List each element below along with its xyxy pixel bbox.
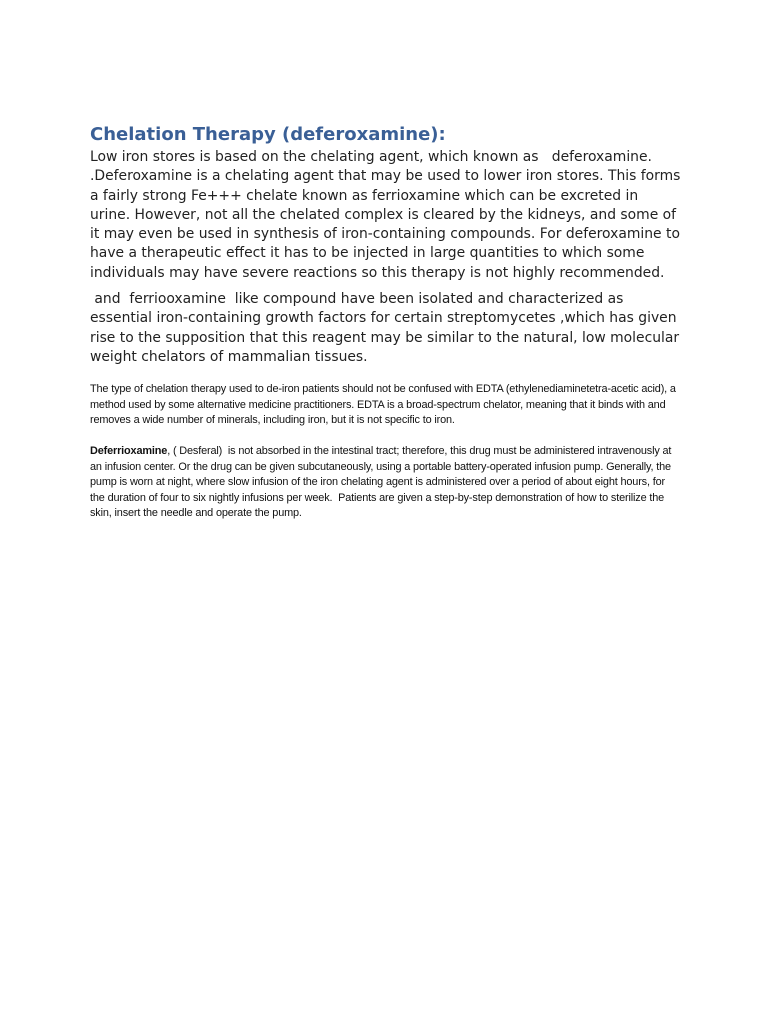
paragraph-desferal-administration: [90, 444, 682, 521]
term-deferrioxamine: Deferrioxamine: [90, 445, 168, 458]
document-title: Chelation Therapy (deferoxamine):: [90, 124, 446, 145]
paragraph-edta-comparison: The type of chelation therapy used to de-iron patients should not be confused with EDTA (ethylenediaminetetra-acetic acid), a method used by some alternative medicine practitioners. EDTA is a broad-spectrum chelator, meaning that it binds with and removes a wide number of minerals, including iron, but it is not specific to iron.: [90, 383, 679, 427]
paragraph-desferal-text: , ( Desferal) is not absorbed in the intestinal tract; therefore, this drug must be administered intravenously at an infusion center. Or the drug can be given subcutaneously, using a portable battery-operated infusion pump. Generally, the pump is worn at night, where slow infusion of the iron chelating agent is administered over a period of about eight hours, for the duration of four to six nightly infusions per week. Patients are given a step-by-step demonstration of how to sterilize the skin, insert the needle and operate the pump.: [90, 445, 675, 520]
paragraph-deferoxamine-overview: Low iron stores is based on the chelating agent, which known as deferoxamine. .Deferoxamine is a chelating agent that may be used to lower iron stores. This forms a fairly strong Fe+++ chelate known as ferrioxamine which can be excreted in urine. However, not all the chelated complex is cleared by the kidneys, and some of it may even be used in synthesis of iron-containing compounds. For deferoxamine to have a therapeutic effect it has to be injected in large quantities to which some individuals may have severe reactions so this therapy is not highly recommended.: [90, 149, 685, 281]
document-page: [90, 122, 685, 522]
paragraph-ferrioxamine-compounds: and ferriooxamine like compound have been isolated and characterized as essential iron-containing growth factors for certain streptomycetes ,which has given rise to the supposition that this reagent may be similar to the natural, low molecular weight chelators of mammalian tissues.: [90, 291, 684, 365]
